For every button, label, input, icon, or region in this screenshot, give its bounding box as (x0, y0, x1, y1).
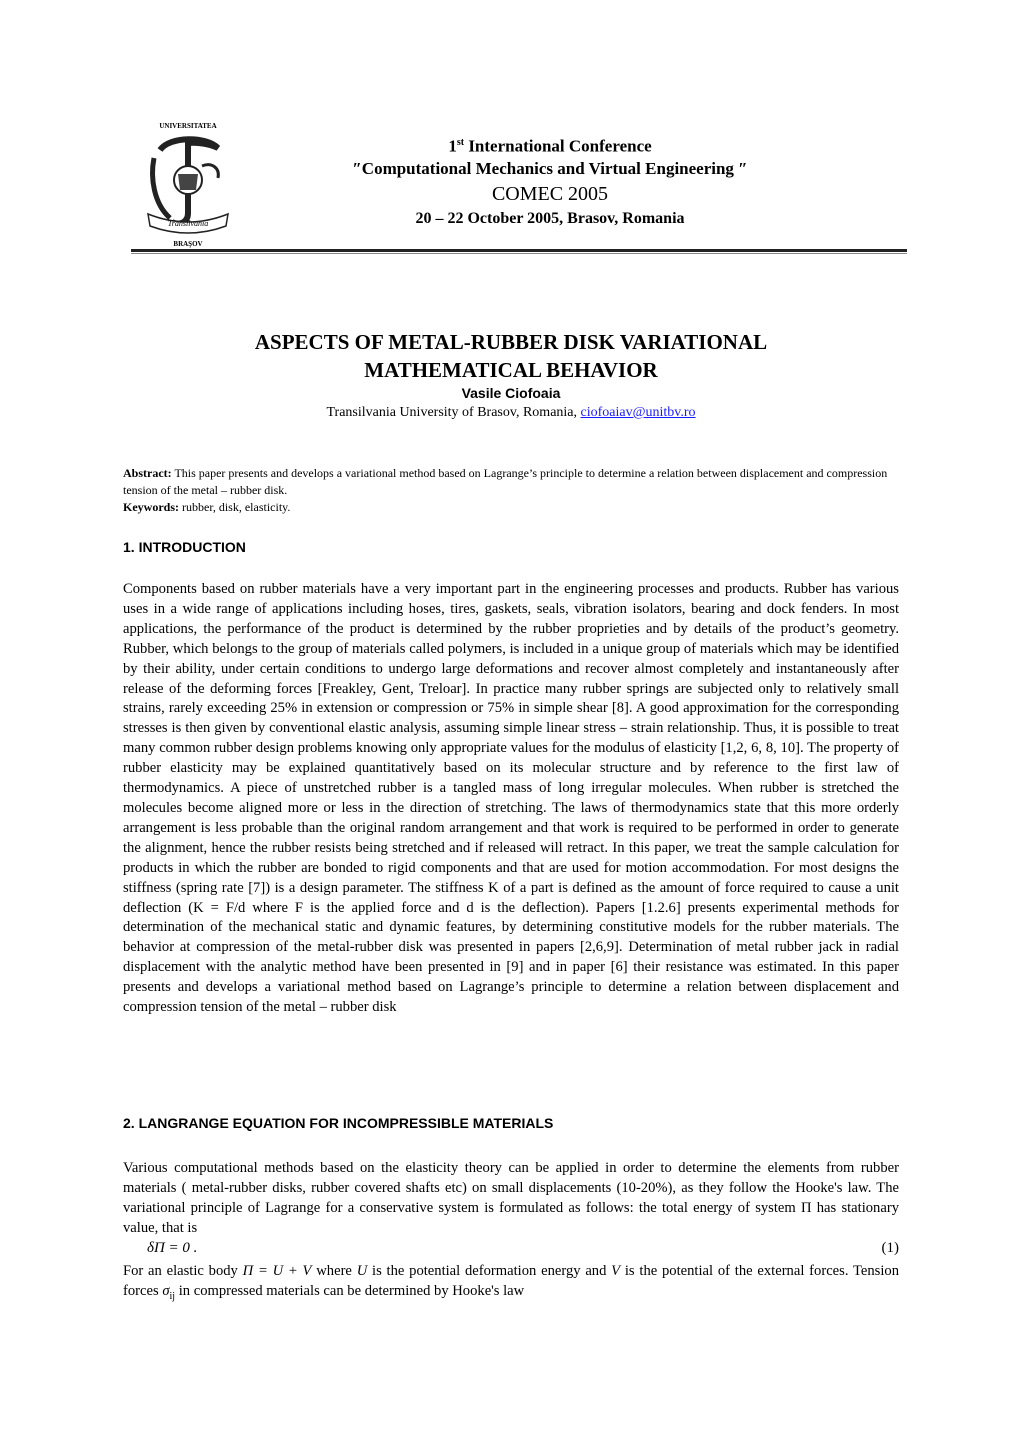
abstract (123, 465, 899, 516)
header-divider (131, 249, 907, 252)
conference-block (300, 132, 800, 230)
logo-ribbon-text: Transilvania (167, 219, 209, 228)
author-name: Vasile Ciofoaia (461, 385, 561, 401)
equation-1-formula: δΠ = 0 . (147, 1240, 198, 1256)
logo-top-text: UNIVERSITATEA (159, 122, 217, 130)
abstract-label: Abstract: (123, 466, 172, 480)
page-header (0, 0, 1020, 260)
section-2-body-continued: For an elastic body Π = U + V where U is the potential deformation energy and V is the potential of the external forces. Tension forces $\sigma_{ij}$ in compressed materials can be determined by Hooke's law (123, 1263, 899, 1302)
conference-name: ″Computational Mechanics and Virtual Engineering ″ (352, 158, 748, 178)
equation-1-number: (1) (881, 1240, 899, 1256)
keywords-text: rubber, disk, elasticity. (179, 500, 291, 514)
section-1-heading: 1. INTRODUCTION (123, 539, 246, 555)
equation-1 (123, 1240, 899, 1262)
affiliation (123, 405, 899, 421)
author-email-link[interactable]: ciofoaiav@unitbv.ro (580, 405, 696, 420)
abstract-text: This paper presents and develops a variational method based on Lagrange’s principle to determine a relation between displacement and compression tension of the metal – rubber disk. (123, 466, 888, 497)
university-logo (140, 118, 236, 250)
energy-formula: Π = U + V (242, 1263, 312, 1279)
affiliation-text: Transilvania University of Brasov, Romania, (326, 405, 581, 420)
section-1-body: Components based on rubber materials have a very important part in the engineering processes and products. Rubber has various uses in a wide range of applications including hoses, tires, gaskets, seals, vibration isolators, bearing and dock fenders. In most applications, the performance of the product is determined by the rubber proprieties and by details of the product’s geometry. Rubber, which belongs to the group of materials called polymers, is included in a unique group of materials which may be identified by their ability, under certain conditions to undergo large deformations and recover almost completely and instantaneously after release of the deforming forces [Freakley, Gent, Treloar]. In practice many rubber springs are subjected only to relatively small strains, rarely exceeding 25% in extension or compression or 75% in simple shear [8]. A good approximation for the corresponding stresses is then given by conventional elastic analysis, assuming simple linear stress – strain relationship. Thus, it is possible to treat many common rubber design problems knowing only appropriate values for the modulus of elasticity [1,2, 6, 8, 10]. The property of rubber elasticity may be explained quantitatively based on its molecular structure and by reference to the first law of thermodynamics. A piece of unstretched rubber is a tangled mass of long irregular molecules. When rubber is stretched the molecules become aligned more or less in the direction of stretching. The laws of thermodynamics state that this more orderly arrangement is less probable than the original random arrangement and that work is required to be performed in order to generate the alignment, hence the rubber resists being stretched and if released will retract. In this paper, we treat the sample calculation for products in which the rubber are bonded to rigid components and that are used for motion accommodation. For most designs the stiffness (spring rate [7]) is a design parameter. The stiffness K of a part is defined as the amount of force required to cause a unit deflection (K = F/d where F is the applied force and d is the deflection). Papers [1.2.6] presents experimental methods for determination of the mechanical static and dynamic features, by determining constitutive models for the rubber materials. The behavior at compression of the metal-rubber disk was presented in papers [2,6,9]. Determination of metal rubber jack in radial displacement with the analytic method have been presented in [9] and in paper [6] their resistance was estimated. In this paper presents and develops a variational method based on Lagrange’s principle to determine a relation between displacement and compression tension of the metal – rubber disk (123, 581, 899, 1016)
conference-ordinal: 1st International Conference (448, 136, 652, 156)
conference-acronym: COMEC 2005 (491, 182, 609, 205)
conference-dates: 20 – 22 October 2005, Brasov, Romania (415, 209, 685, 227)
header-divider-thin (131, 253, 907, 254)
paper-title (123, 328, 899, 384)
logo-bottom-text: BRAŞOV (173, 240, 203, 248)
title-line-1: ASPECTS OF METAL-RUBBER DISK VARIATIONAL (254, 330, 768, 354)
keywords-label: Keywords: (123, 500, 179, 514)
section-2-body: Various computational methods based on the elasticity theory can be applied in order to determine the elements from rubber materials ( metal-rubber disks, rubber covered shafts etc) on small displacements (10-20%), as they follow the Hooke's law. The variational principle of Lagrange for a conservative system is formulated as follows: the total energy of system Π has stationary value, that is (123, 1160, 899, 1236)
section-2-heading: 2. LANGRANGE EQUATION FOR INCOMPRESSIBLE MATERIALS (123, 1115, 554, 1131)
title-line-2: MATHEMATICAL BEHAVIOR (364, 358, 658, 382)
